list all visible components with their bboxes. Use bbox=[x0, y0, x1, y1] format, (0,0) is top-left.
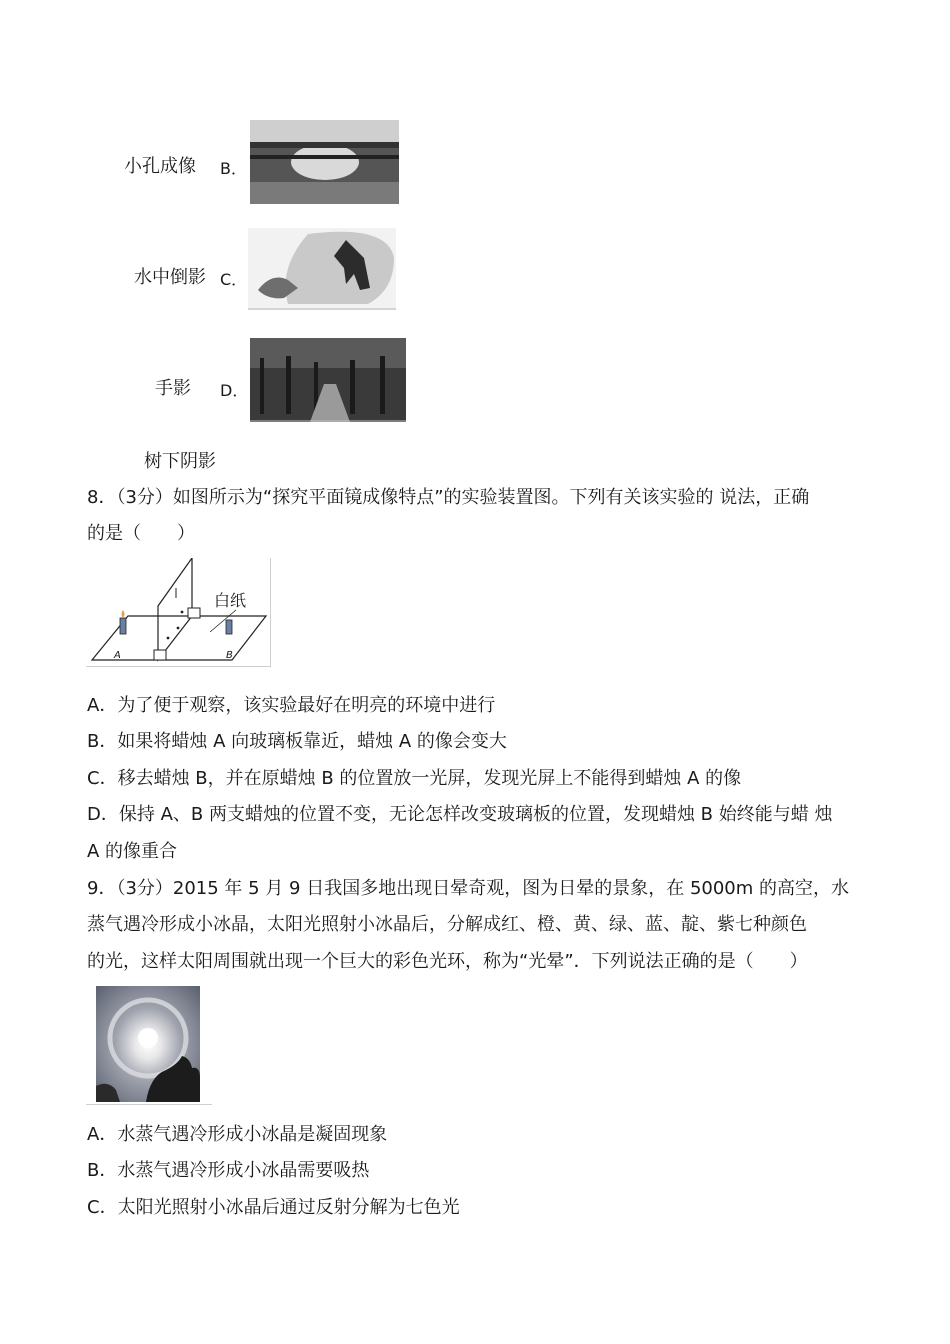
q9-stem-line1: 9．（3分）2015 年 5 月 9 日我国多地出现日晕奇观，图为日晕的景象，在 5000m 的高空，水 bbox=[87, 878, 850, 899]
q8-option-d[interactable]: D．保持 A、B 两支蜡烛的位置不变，无论怎样改变玻璃板的位置，发现蜡烛 B 始终能与蜡 烛 bbox=[87, 804, 833, 825]
mirror-experiment-figure bbox=[86, 558, 271, 667]
q8-option-b[interactable]: B．如果将蜡烛 A 向玻璃板靠近，蜡烛 A 的像会变大 bbox=[87, 731, 507, 752]
tree-shadow-image bbox=[250, 338, 406, 422]
q9-option-c[interactable]: C．太阳光照射小冰晶后通过反射分解为七色光 bbox=[87, 1197, 460, 1218]
figure-label-paper: 白纸 bbox=[214, 591, 247, 610]
q9-option-a[interactable]: A．水蒸气遇冷形成小冰晶是凝固现象 bbox=[87, 1124, 388, 1145]
option-b-caption: 水中倒影 bbox=[134, 267, 206, 288]
figure-label-a: A bbox=[114, 650, 121, 661]
figure-label-b: B bbox=[226, 650, 233, 661]
q9-stem-line3: 的光，这样太阳周围就出现一个巨大的彩色光环，称为“光晕”．下列说法正确的是（ ） bbox=[87, 951, 808, 972]
hand-shadow-image bbox=[248, 228, 396, 310]
candle-a bbox=[120, 618, 126, 634]
q9-option-b[interactable]: B．水蒸气遇冷形成小冰晶需要吸热 bbox=[87, 1160, 370, 1181]
sun-halo-image bbox=[86, 986, 212, 1105]
candle-flame bbox=[122, 610, 125, 618]
option-b-letter[interactable]: B． bbox=[220, 159, 247, 178]
option-c-letter[interactable]: C． bbox=[220, 270, 248, 289]
bridge-reflection-image bbox=[250, 120, 399, 204]
candle-b bbox=[226, 620, 232, 634]
q8-option-c[interactable]: C．移去蜡烛 B，并在原蜡烛 B 的位置放一光屏，发现光屏上不能得到蜡烛 A 的像 bbox=[87, 768, 742, 789]
option-c-caption: 手影 bbox=[155, 378, 191, 399]
option-d-caption: 树下阴影 bbox=[144, 451, 216, 472]
q8-option-d-continued: A 的像重合 bbox=[87, 841, 178, 862]
glass-plate bbox=[158, 558, 192, 660]
q8-stem-line1: 8．（3分）如图所示为“探究平面镜成像特点”的实验装置图。下列有关该实验的 说法，正确 bbox=[87, 487, 810, 508]
q9-stem-line2: 蒸气遇冷形成小冰晶，太阳光照射小冰晶后，分解成红、橙、黄、绿、蓝、靛、紫七种颜色 bbox=[87, 914, 807, 935]
option-d-letter[interactable]: D． bbox=[220, 381, 249, 400]
q8-option-a[interactable]: A．为了便于观察，该实验最好在明亮的环境中进行 bbox=[87, 695, 496, 716]
option-a-caption: 小孔成像 bbox=[124, 156, 196, 177]
q8-stem-line2: 的是（ ） bbox=[87, 523, 195, 544]
